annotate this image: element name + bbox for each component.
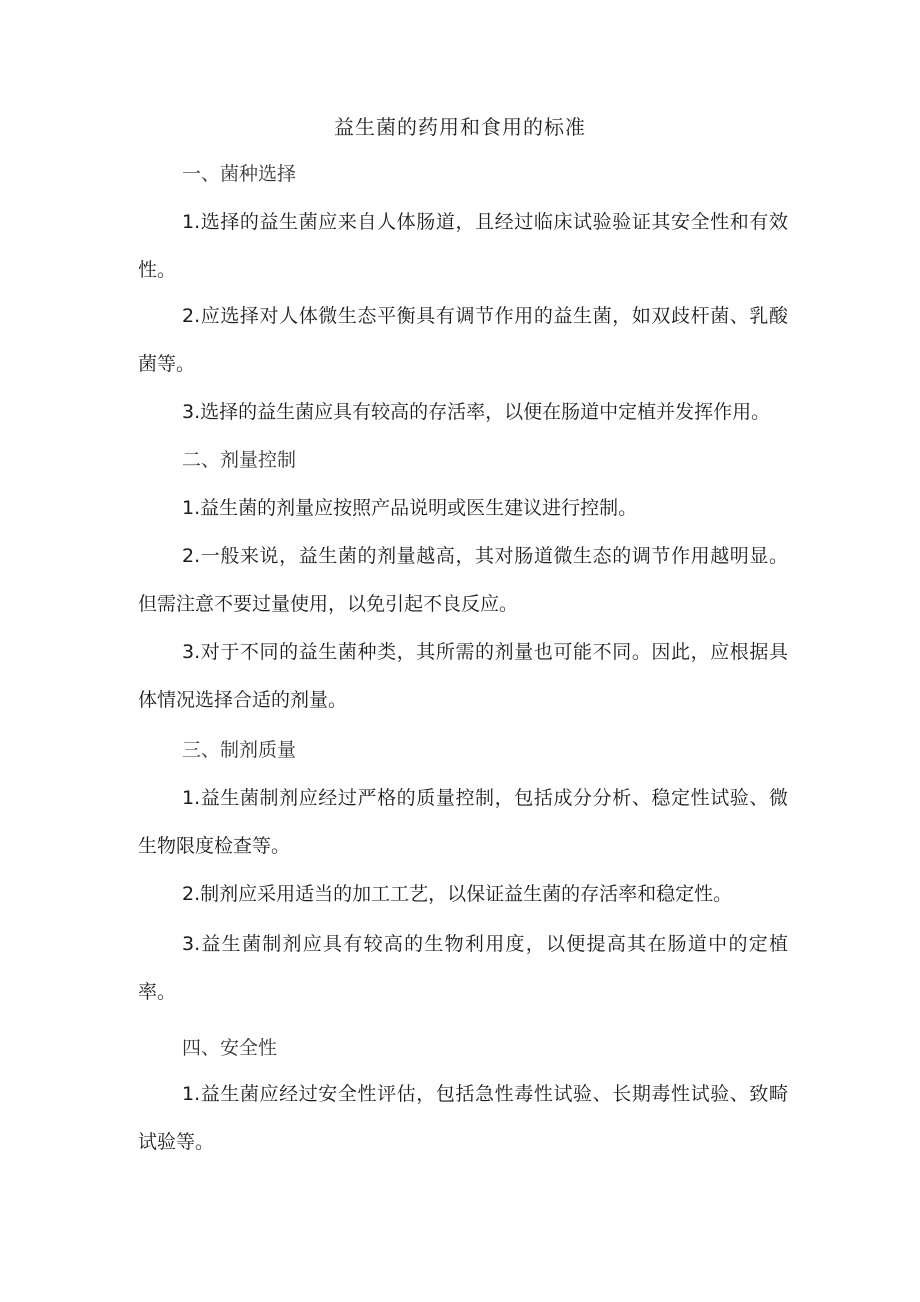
section-heading-4: 四、安全性 xyxy=(182,1037,278,1059)
section-2-item-3: 3.对于不同的益生菌种类，其所需的剂量也可能不同。因此，应根据具体情况选择合适的剂量。 xyxy=(138,641,788,711)
section-4-item-1: 1.益生菌应经过安全性评估，包括急性毒性试验、长期毒性试验、致畸试验等。 xyxy=(138,1083,788,1153)
section-3-item-1: 1.益生菌制剂应经过严格的质量控制，包括成分分析、稳定性试验、微生物限度检查等。 xyxy=(138,787,788,857)
section-3-item-2: 2.制剂应采用适当的加工工艺，以保证益生菌的存活率和稳定性。 xyxy=(182,883,733,905)
section-heading-3: 三、制剂质量 xyxy=(182,739,297,761)
section-1-item-3: 3.选择的益生菌应具有较高的存活率，以便在肠道中定植并发挥作用。 xyxy=(182,401,771,423)
document-title: 益生菌的药用和食用的标准 xyxy=(334,115,586,139)
section-1-item-2: 2.应选择对人体微生态平衡具有调节作用的益生菌，如双歧杆菌、乳酸菌等。 xyxy=(138,305,788,375)
section-heading-2: 二、剂量控制 xyxy=(182,449,297,471)
section-1-item-1: 1.选择的益生菌应来自人体肠道，且经过临床试验验证其安全性和有效性。 xyxy=(138,211,788,281)
section-3-item-3: 3.益生菌制剂应具有较高的生物利用度，以便提高其在肠道中的定植率。 xyxy=(138,933,788,1003)
section-heading-1: 一、菌种选择 xyxy=(182,163,297,185)
section-2-item-1: 1.益生菌的剂量应按照产品说明或医生建议进行控制。 xyxy=(182,497,638,519)
section-2-item-2: 2.一般来说，益生菌的剂量越高，其对肠道微生态的调节作用越明显。但需注意不要过量使用，以免引起不良反应。 xyxy=(138,545,788,615)
